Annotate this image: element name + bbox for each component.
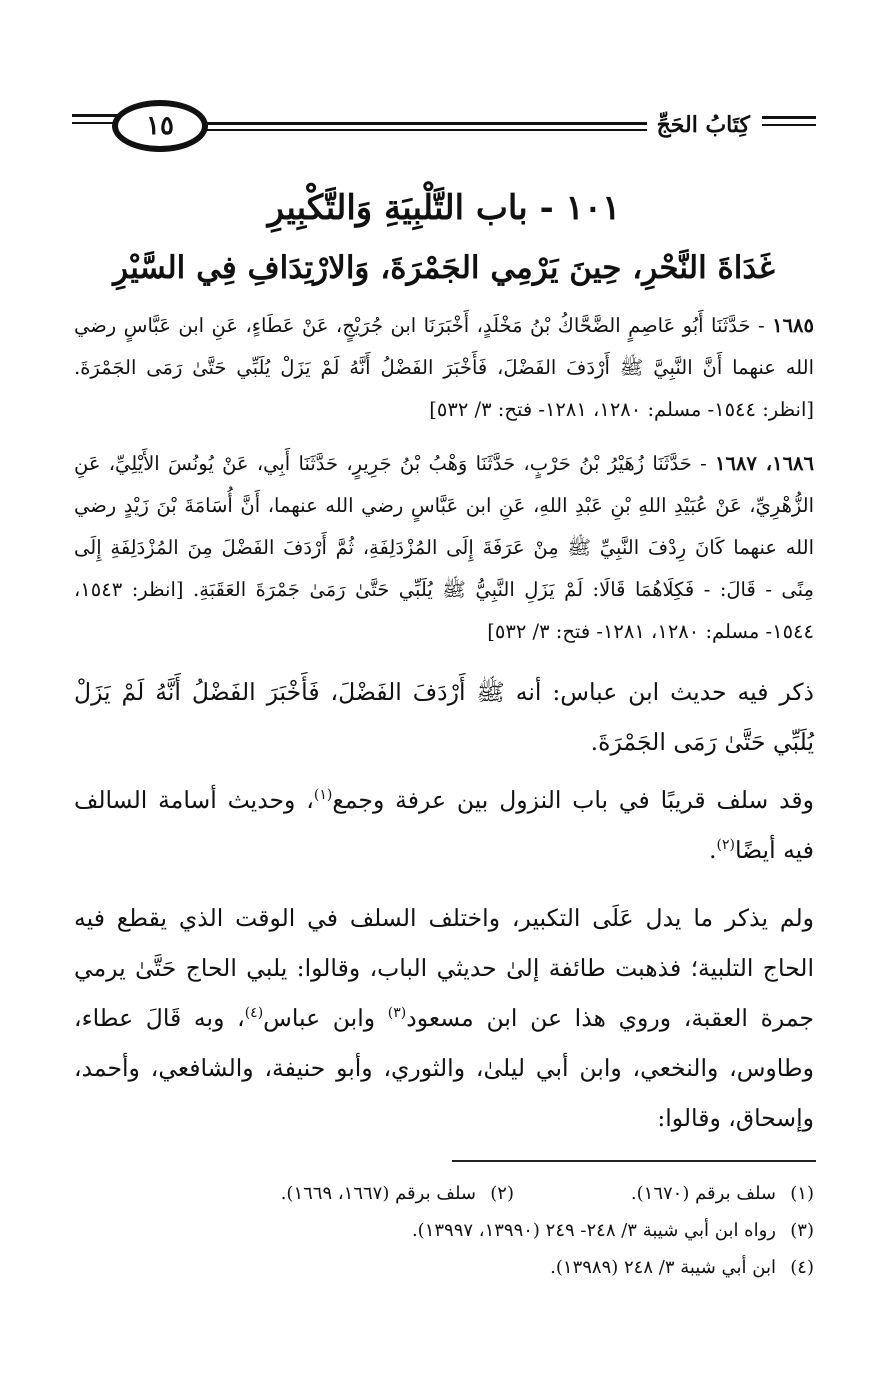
commentary-paragraph: ذكر فيه حديث ابن عباس: أنه ﷺ أَرْدَفَ الفَضْلَ، فَأَخْبَرَ الفَضْلُ أَنَّهُ لَمْ يَزَلْ يُلَبِّي حَتَّىٰ رَمَى الجَمْرَةَ. [74, 678, 814, 756]
footnote-number: (١) [790, 1183, 814, 1204]
chapter-title: ١٠١ - باب التَّلْبِيَةِ وَالتَّكْبِيرِ [267, 188, 621, 228]
hadith-number: ١٦٨٦، ١٦٨٧ [715, 452, 814, 475]
book-title: كِتَابُ الحَجِّ [647, 112, 760, 138]
commentary-text: ، وبه قَالَ عطاء، وطاوس، والنخعي، وابن أبي ليلىٰ، والثوري، وأبو حنيفة، والشافعي، وأحمد، وإسحاق، وقالوا: [74, 1004, 814, 1132]
hadith-paragraph [74, 305, 814, 431]
commentary-paragraph [74, 893, 814, 1143]
commentary-paragraph [74, 775, 814, 875]
footnote [514, 1175, 814, 1212]
hadith-text: - حَدَّثَنَا زُهَيْرُ بْنُ حَرْبٍ، حَدَّثَنَا وَهْبُ بْنُ جَرِيرٍ، حَدَّثَنَا أَبِي، عَنْ يُونُسَ الأَيْلِيِّ، عَنِ الزُّهْرِيِّ، عَنْ عُبَيْدِ اللهِ بْنِ عَبْدِ اللهِ، عَنِ ابن عَبَّاسٍ رضي الله عنهما، أَنَّ أُسَامَةَ بْنَ زَيْدٍ رضي الله عنهما كَانَ رِدْفَ النَّبِيِّ ﷺ مِنْ عَرَفَةَ إِلَى المُزْدَلِفَةِ، ثُمَّ أَرْدَفَ الفَضْلَ مِنَ المُزْدَلِفَةِ إِلَى مِنًى - قَالَ: - فَكِلَاهُمَا قَالَا: لَمْ يَزَلِ النَّبِيُّ ﷺ يُلَبِّي حَتَّىٰ رَمَىٰ جَمْرَةَ العَقَبَةِ. [انظر: ١٥٤٣، ١٥٤٤- مسلم: ١٢٨٠، ١٢٨١- فتح: ٣/ ٥٣٢] [74, 452, 814, 643]
commentary-text: ولم يذكر ما يدل عَلَى التكبير، واختلف السلف في الوقت الذي يقطع فيه الحاج التلبية؛ فذهبت طائفة إلىٰ حديثي الباب، وقالوا: يلبي الحاج حَتَّىٰ يرمي جمرة العقبة، وروي هذا عن ابن مسعود [74, 904, 814, 1032]
running-header [72, 96, 816, 156]
chapter-subtitle: غَدَاةَ النَّحْرِ، حِينَ يَرْمِي الجَمْرَةَ، وَالارْتِدَافِ فِي السَّيْرِ [113, 250, 775, 286]
commentary-text: . [709, 836, 717, 864]
commentary-text: وقد سلف قريبًا في باب النزول بين عرفة وجمع [332, 786, 815, 814]
footnote [412, 1212, 814, 1249]
footnote-row [74, 1175, 814, 1212]
footnote-text: سلف برقم (١٦٦٧، ١٦٦٩). [280, 1183, 476, 1204]
footnote-separator [452, 1160, 816, 1162]
footnote-number: (٤) [790, 1257, 814, 1278]
footnote-text: رواه ابن أبي شيبة ٣/ ٢٤٨- ٢٤٩ (١٣٩٩٠، ١٣٩٩٧). [411, 1220, 776, 1241]
page-number: ١٥ [112, 100, 208, 152]
footnote-ref[interactable]: (١) [313, 787, 333, 804]
footnote-number: (٣) [790, 1220, 814, 1241]
footnote-text: سلف برقم (١٦٧٠). [630, 1183, 776, 1204]
footnote-ref[interactable]: (٣) [387, 1005, 407, 1022]
header-rule-center-lower [192, 129, 692, 131]
commentary-text: وابن عباس [263, 1004, 388, 1032]
footnote-text: ابن أبي شيبة ٣/ ٢٤٨ (١٣٩٨٩). [550, 1257, 776, 1278]
footnote-row [74, 1212, 814, 1249]
hadith-paragraph [74, 443, 814, 653]
main-text [74, 305, 814, 1143]
hadith-number: ١٦٨٥ [772, 314, 814, 337]
header-rule-right-lower [762, 124, 816, 126]
footnotes [74, 1175, 814, 1286]
footnote-row [74, 1249, 814, 1286]
header-rule-center [192, 122, 692, 125]
footnote-number: (٢) [490, 1183, 514, 1204]
footnote-ref[interactable]: (٤) [244, 1005, 264, 1022]
header-rule-right [762, 116, 816, 119]
footnote-ref[interactable]: (٢) [716, 837, 735, 854]
commentary-text: ، وحديث أسامة السالف فيه أيضًا [74, 786, 814, 864]
footnote [550, 1249, 814, 1286]
footnote [214, 1175, 514, 1212]
hadith-text: - حَدَّثَنَا أَبُو عَاصِمٍ الضَّحَّاكُ بْنُ مَخْلَدٍ، أَخْبَرَنَا ابن جُرَيْجٍ، عَنْ عَطَاءٍ، عَنِ ابن عَبَّاسٍ رضي الله عنهما أَنَّ النَّبِيَّ ﷺ أَرْدَفَ الفَضْلَ، فَأَخْبَرَ الفَضْلُ أَنَّهُ لَمْ يَزَلْ يُلَبِّي حَتَّىٰ رَمَى الجَمْرَةَ. [انظر: ١٥٤٤- مسلم: ١٢٨٠، ١٢٨١- فتح: ٣/ ٥٣٢] [74, 314, 814, 421]
